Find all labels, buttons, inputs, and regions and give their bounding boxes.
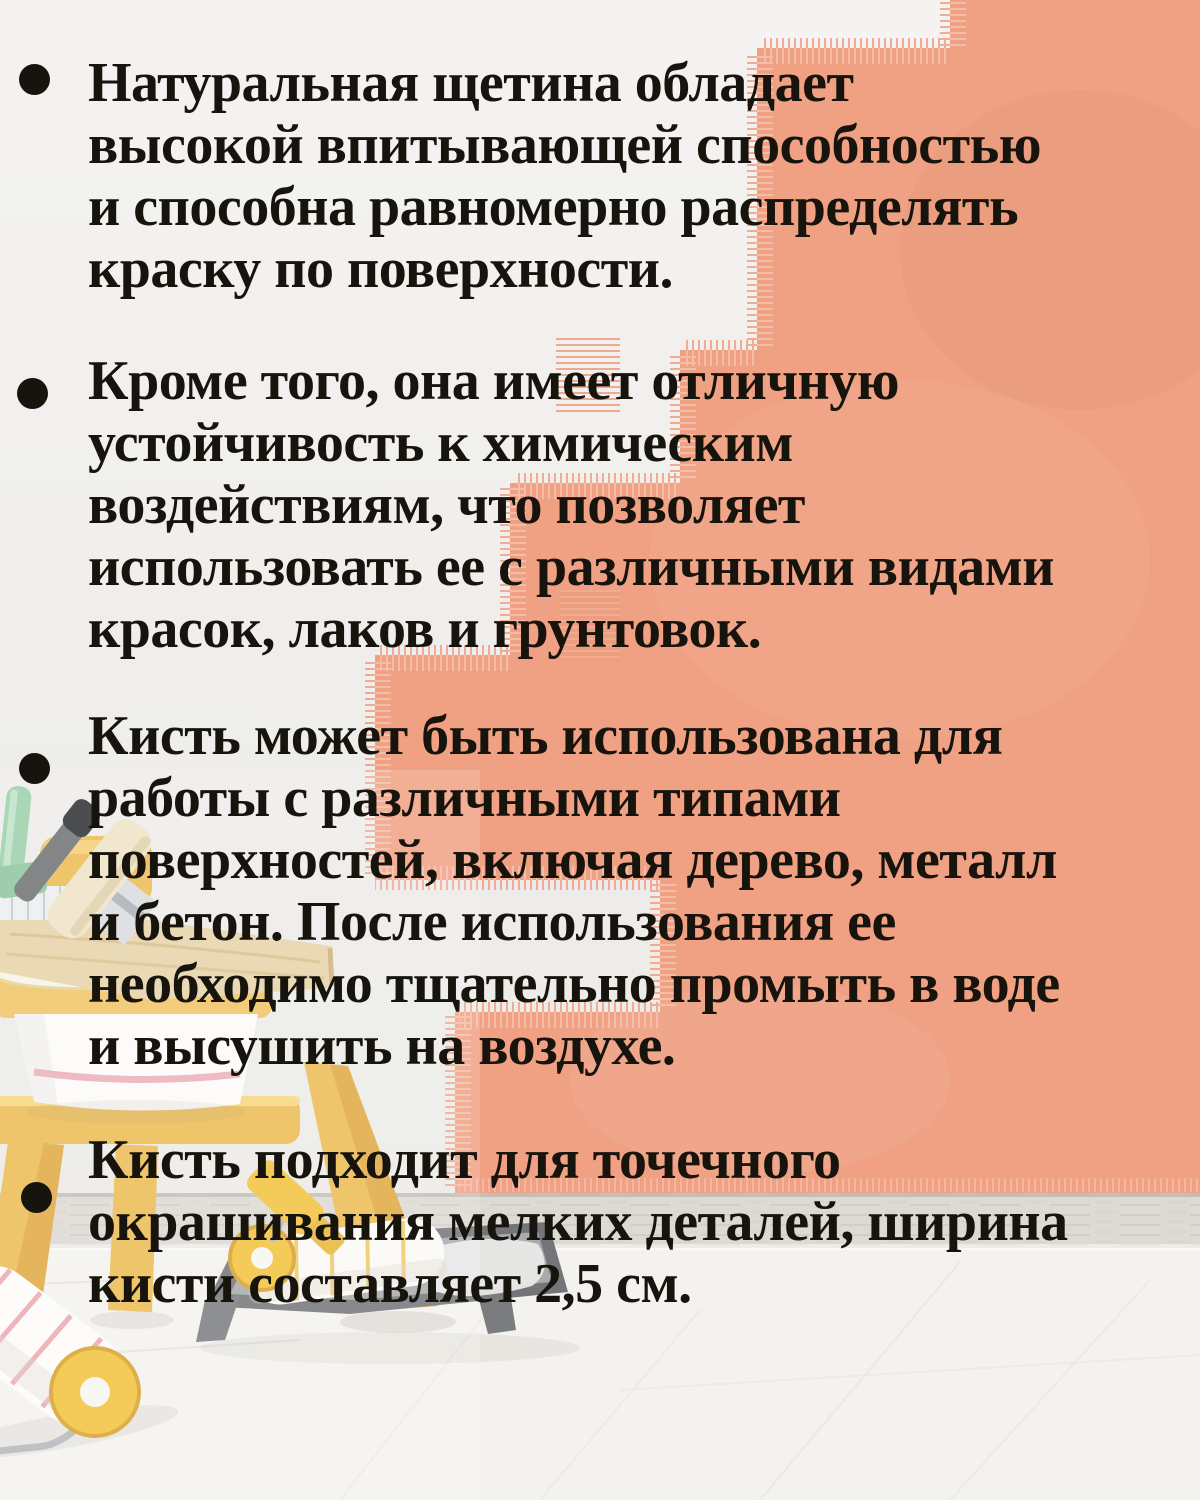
bullet-text-line: и способна равномерно распределять xyxy=(88,176,1019,238)
bullet-item xyxy=(88,1129,1178,1315)
bullet-text-line: Кроме того, она имеет отличную xyxy=(88,350,900,412)
bullet-text-line: кисти составляет 2,5 см. xyxy=(88,1253,692,1315)
bullet-text-line: использовать ее с различными видами xyxy=(88,536,1054,598)
bullet-text-line: краску по поверхности. xyxy=(88,238,674,300)
bullet-text-line: и бетон. После использования ее xyxy=(88,891,896,953)
bullet-text-line: устойчивость к химическим xyxy=(88,412,793,474)
bullet-text-line: и высушить на воздухе. xyxy=(88,1015,676,1077)
bullet-text-line: Кисть подходит для точечного xyxy=(88,1129,841,1191)
bullet-icon xyxy=(19,64,50,95)
bullet-text-line: Натуральная щетина обладает xyxy=(88,52,854,114)
bullet-item xyxy=(88,350,1178,660)
bullet-icon xyxy=(19,753,50,784)
bullet-text-line: поверхностей, включая дерево, металл xyxy=(88,829,1057,891)
bullet-text-line: Кисть может быть использована для xyxy=(88,705,1003,767)
bullet-icon xyxy=(21,1182,52,1213)
bullet-text-line: работы с различными типами xyxy=(88,767,841,829)
bullet-icon xyxy=(17,378,48,409)
bullet-item xyxy=(88,52,1178,300)
bullet-text-line: необходимо тщательно промыть в воде xyxy=(88,953,1060,1015)
bullet-text-line: окрашивания мелких деталей, ширина xyxy=(88,1191,1068,1253)
bullet-text-line: воздействиям, что позволяет xyxy=(88,474,805,536)
bullet-item xyxy=(88,705,1178,1077)
bullet-text-line: высокой впитывающей способностью xyxy=(88,114,1042,176)
bullet-text-line: красок, лаков и грунтовок. xyxy=(88,598,762,660)
